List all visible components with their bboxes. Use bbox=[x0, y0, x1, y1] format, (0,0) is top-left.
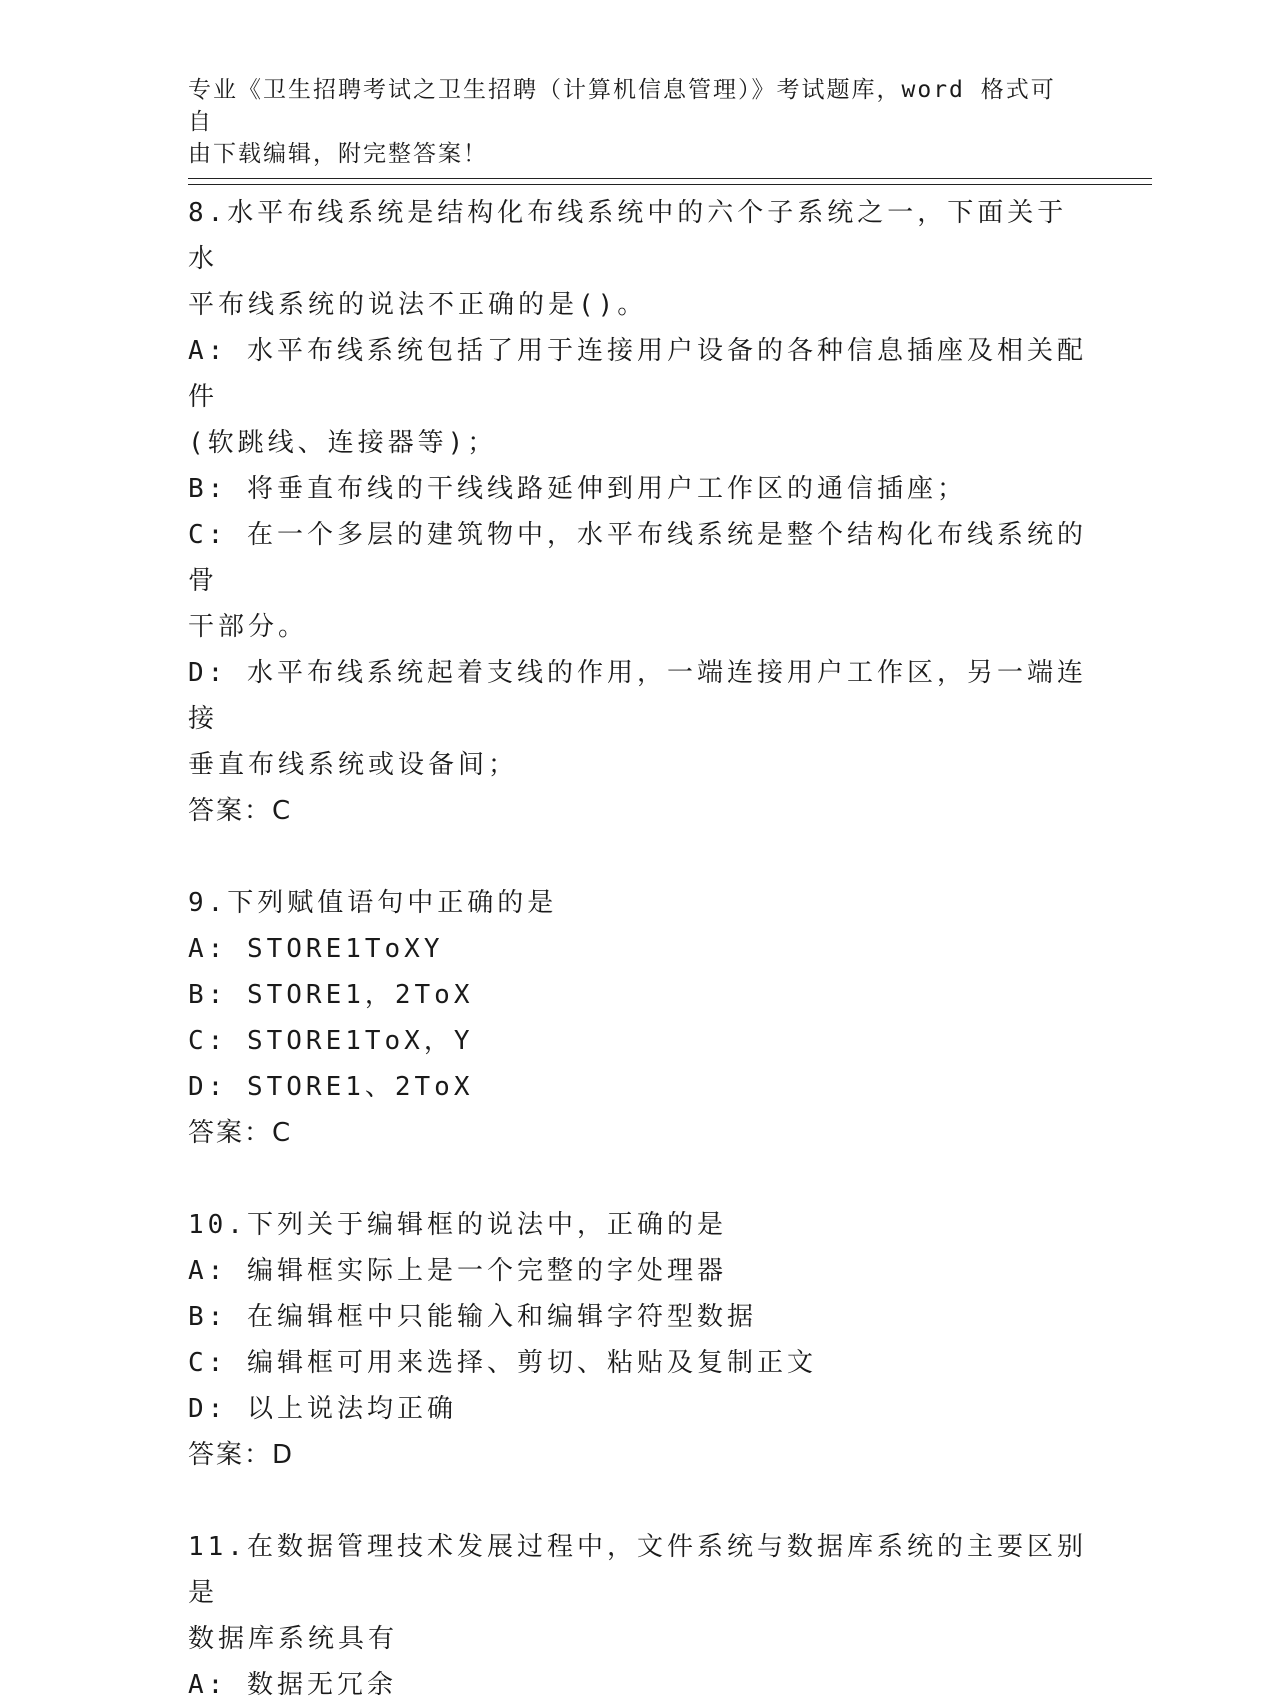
answer-option-line: B: 在编辑框中只能输入和编辑字符型数据 bbox=[188, 1302, 757, 1332]
question-block bbox=[188, 190, 1088, 834]
answer-option bbox=[188, 1386, 1088, 1432]
answer-option-line: D: STORE1、2ToX bbox=[188, 1072, 474, 1102]
answer-option-line: C: 在一个多层的建筑物中，水平布线系统是整个结构化布线系统的骨 bbox=[188, 520, 1087, 596]
answer-option-line: A: 编辑框实际上是一个完整的字处理器 bbox=[188, 1256, 727, 1286]
answer-option bbox=[188, 650, 1088, 788]
answer-option-line: D: 水平布线系统起着支线的作用，一端连接用户工作区，另一端连接 bbox=[188, 658, 1087, 734]
document-header bbox=[188, 74, 1068, 170]
header-line-1: 专业《卫生招聘考试之卫生招聘（计算机信息管理）》考试题库，word 格式可自 bbox=[188, 77, 1056, 135]
answer-option bbox=[188, 1662, 1088, 1708]
question-text-line: 10.下列关于编辑框的说法中，正确的是 bbox=[188, 1210, 727, 1240]
answer-option-line: 垂直布线系统或设备间； bbox=[188, 750, 519, 780]
question-list bbox=[188, 190, 1088, 1708]
answer-key: 答案：D bbox=[188, 1440, 295, 1470]
answer-option-line: B: 将垂直布线的干线线路延伸到用户工作区的通信插座； bbox=[188, 474, 967, 504]
question-text-line: 数据库系统具有 bbox=[188, 1624, 399, 1654]
question-spacer bbox=[188, 834, 1088, 880]
question-text-line: 11.在数据管理技术发展过程中，文件系统与数据库系统的主要区别是 bbox=[188, 1532, 1087, 1608]
question-spacer bbox=[188, 1156, 1088, 1202]
answer-key: 答案：C bbox=[188, 1118, 293, 1148]
answer-option bbox=[188, 1294, 1088, 1340]
answer-option-line: C: 编辑框可用来选择、剪切、粘贴及复制正文 bbox=[188, 1348, 817, 1378]
header-divider-top bbox=[188, 178, 1152, 179]
answer-key: 答案：C bbox=[188, 796, 293, 826]
header-line-2: 由下载编辑，附完整答案！ bbox=[188, 141, 488, 167]
answer-option-line: (软跳线、连接器等)； bbox=[188, 428, 498, 458]
answer-option bbox=[188, 1064, 1088, 1110]
question-text-line: 8.水平布线系统是结构化布线系统中的六个子系统之一，下面关于水 bbox=[188, 198, 1068, 274]
answer-option bbox=[188, 512, 1088, 650]
header-divider-bottom bbox=[188, 184, 1152, 185]
question-block bbox=[188, 1202, 1088, 1478]
answer-option-line: D: 以上说法均正确 bbox=[188, 1394, 457, 1424]
question-block bbox=[188, 1524, 1088, 1708]
answer-option bbox=[188, 926, 1088, 972]
answer-option bbox=[188, 328, 1088, 466]
question-spacer bbox=[188, 1478, 1088, 1524]
question-text-line: 9.下列赋值语句中正确的是 bbox=[188, 888, 558, 918]
answer-option bbox=[188, 466, 1088, 512]
question-block bbox=[188, 880, 1088, 1156]
answer-option-line: B: STORE1，2ToX bbox=[188, 980, 474, 1010]
answer-option bbox=[188, 1018, 1088, 1064]
answer-option-line: A: 数据无冗余 bbox=[188, 1670, 397, 1700]
question-text-line: 平布线系统的说法不正确的是()。 bbox=[188, 290, 648, 320]
answer-option-line: A: 水平布线系统包括了用于连接用户设备的各种信息插座及相关配件 bbox=[188, 336, 1087, 412]
answer-option bbox=[188, 972, 1088, 1018]
answer-option-line: A: STORE1ToXY bbox=[188, 934, 444, 964]
answer-option-line: 干部分。 bbox=[188, 612, 309, 642]
answer-option bbox=[188, 1340, 1088, 1386]
answer-option-line: C: STORE1ToX，Y bbox=[188, 1026, 474, 1056]
answer-option bbox=[188, 1248, 1088, 1294]
